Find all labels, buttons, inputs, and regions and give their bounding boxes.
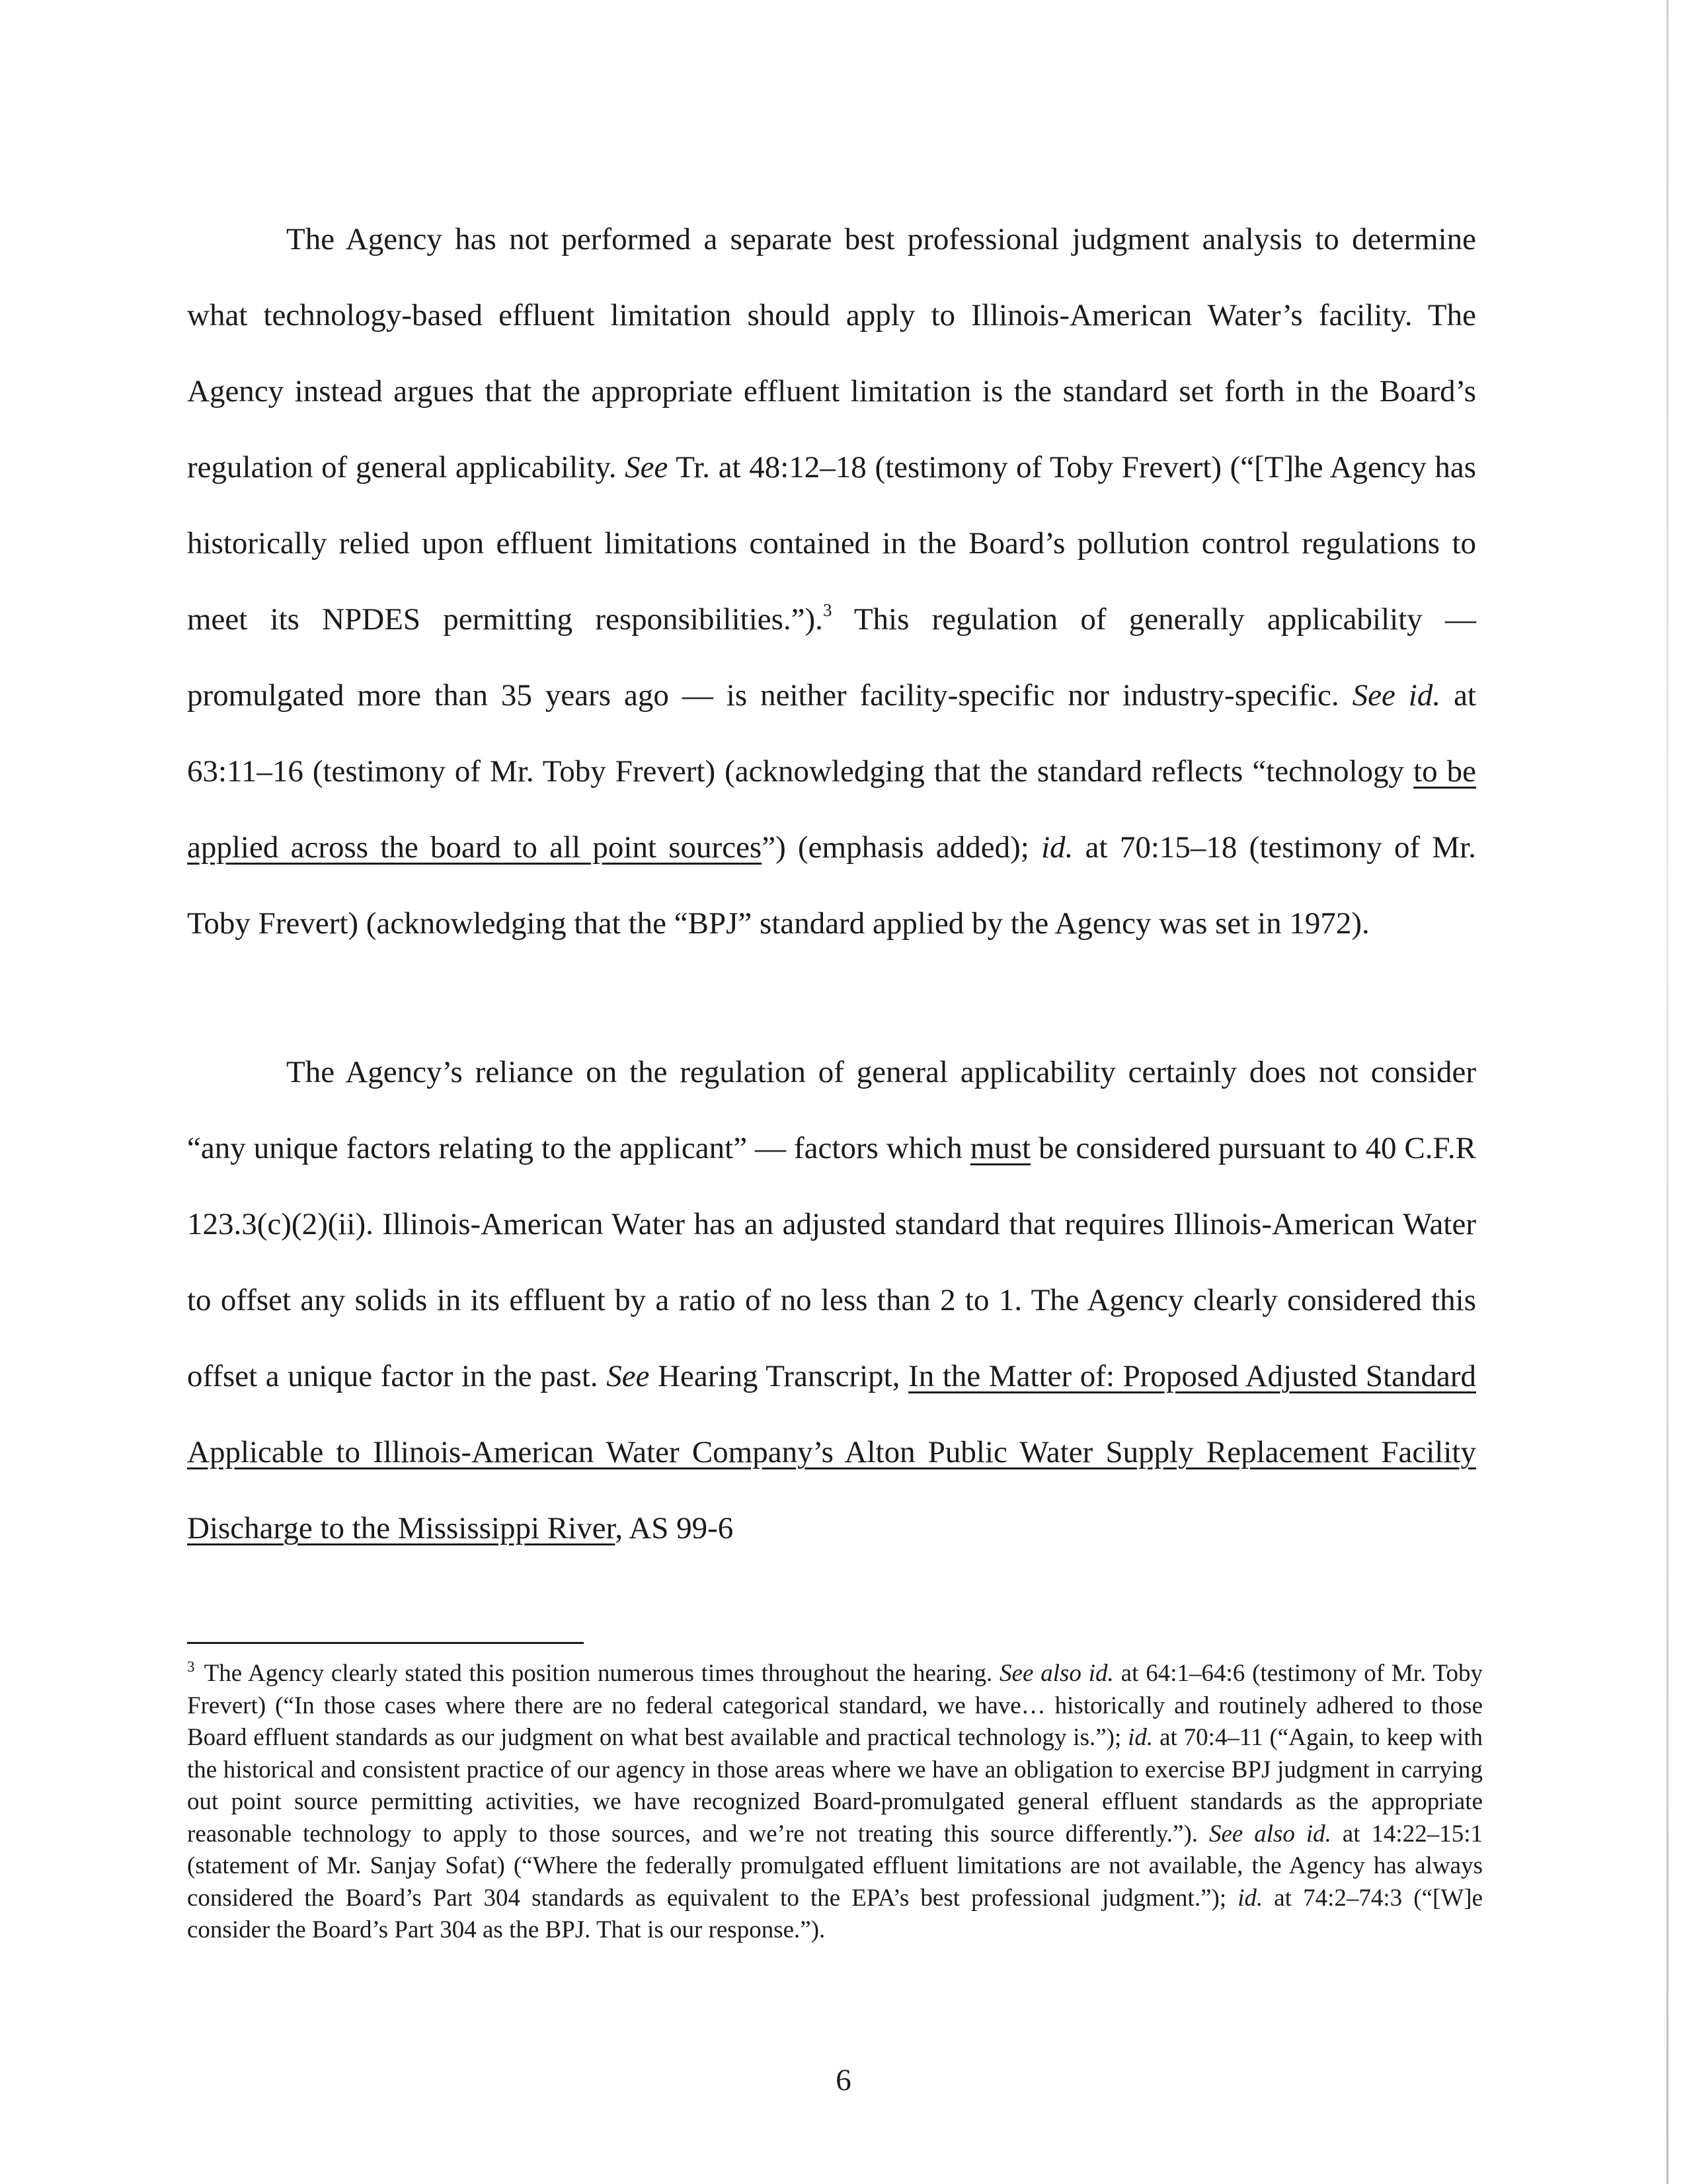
footnote-span: at 64:1–64:6 (testimony of Mr. Toby Frevert) (“In those cases where there are no federal categorical standard, we have… historically and routinely adhered to those Board effluent standards as our judgment on what best available and practical technology is.”); [187, 1660, 1483, 1751]
case-title: In the Matter of: Proposed Adjusted Standard Applicable to Illinois-American Water Company’s Alton Public Water Supply Replacement Facility Discharge to the Mississippi River [187, 1359, 1476, 1545]
citation-signal: id. [1237, 1884, 1263, 1912]
paragraph-2-text [187, 1034, 1476, 1567]
paragraph-1-span: The Agency has not performed a separate best professional judgment analysis to determine what technology-based effluent limitation should apply to Illinois-American Water’s facility. The Agency instead argues that the appropriate effluent limitation is the standard set forth in the Board’s regulation of general applicability. [187, 222, 1476, 485]
citation-signal: See also id. [1208, 1820, 1331, 1848]
paragraph-1-span: ”) (emphasis added); [762, 830, 1042, 865]
citation-signal: See id. [1352, 678, 1441, 713]
paragraph-1-text [187, 202, 1476, 962]
paragraph-2-span: , AS 99-6 [615, 1511, 734, 1545]
citation-signal: See [625, 450, 668, 485]
paragraph-2 [187, 1034, 1476, 1567]
emphasized-quote: to be applied across the board to all point sources [187, 754, 1477, 865]
scan-edge-line [1667, 0, 1668, 2184]
paragraph-1-span: This regulation of generally applicability — promulgated more than 35 years ago — is neither facility-specific nor industry-specific. [187, 602, 1476, 713]
paragraph-1-span: Tr. at 48:12–18 (testimony of Toby Frevert) (“[T]he Agency has historically relied upon effluent limitations contained in the Board’s pollution control regulations to meet its NPDES permitting responsibilities.”). [187, 450, 1476, 637]
emphasized-word: must [970, 1131, 1031, 1165]
citation-signal: id. [1128, 1724, 1154, 1751]
footnote-span: The Agency clearly stated this position numerous times throughout the hearing. [197, 1660, 1000, 1687]
footnote-span: at 70:4–11 (“Again, to keep with the historical and consistent practice of our agency in those areas where we have an obligation to exercise BPJ judgment in carrying out point source permitting activities, we have recognized Board-promulgated general effluent standards as the appropriate reasonable technology to apply to those sources, and we’re not treating this source differently.”). [187, 1724, 1483, 1848]
footnote-reference: 3 [822, 600, 832, 620]
footnote-3 [187, 1658, 1483, 1947]
footnote-span: at 74:2–74:3 (“[W]e consider the Board’s Part 304 as the BPJ. That is our response.”). [187, 1884, 1483, 1943]
paragraph-2-span: Hearing Transcript, [649, 1359, 909, 1393]
paragraph-1-span: at 70:15–18 (testimony of Mr. Toby Frevert) (acknowledging that the “BPJ” standard applied by the Agency was set in 1972). [187, 830, 1476, 941]
page-number: 6 [836, 2063, 851, 2097]
paragraph-1 [187, 202, 1476, 962]
paragraph-2-span: The Agency’s reliance on the regulation of general applicability certainly does not consider “any unique factors relating to the applicant” — factors which [187, 1055, 1476, 1165]
footnote-span: at 14:22–15:1 (statement of Mr. Sanjay Sofat) (“Where the federally promulgated effluent limitations are not available, the Agency has always considered the Board’s Part 304 standards as equivalent to the EPA’s best professional judgment.”); [187, 1820, 1483, 1912]
paragraph-1-span: at 63:11–16 (testimony of Mr. Toby Frevert) (acknowledging that the standard reflects “technology [187, 678, 1476, 789]
footnote-separator [187, 1642, 584, 1644]
citation-signal: See also id. [1000, 1660, 1114, 1687]
citation-signal: See [606, 1359, 650, 1393]
citation-signal: id. [1041, 830, 1074, 865]
paragraph-2-span: be considered pursuant to 40 C.F.R 123.3(c)(2)(ii). Illinois-American Water has an adjusted standard that requires Illinois-American Water to offset any solids in its effluent by a ratio of no less than 2 to 1. The Agency clearly considered this offset a unique factor in the past. [187, 1131, 1476, 1393]
footnote-mark: 3 [187, 1658, 195, 1675]
